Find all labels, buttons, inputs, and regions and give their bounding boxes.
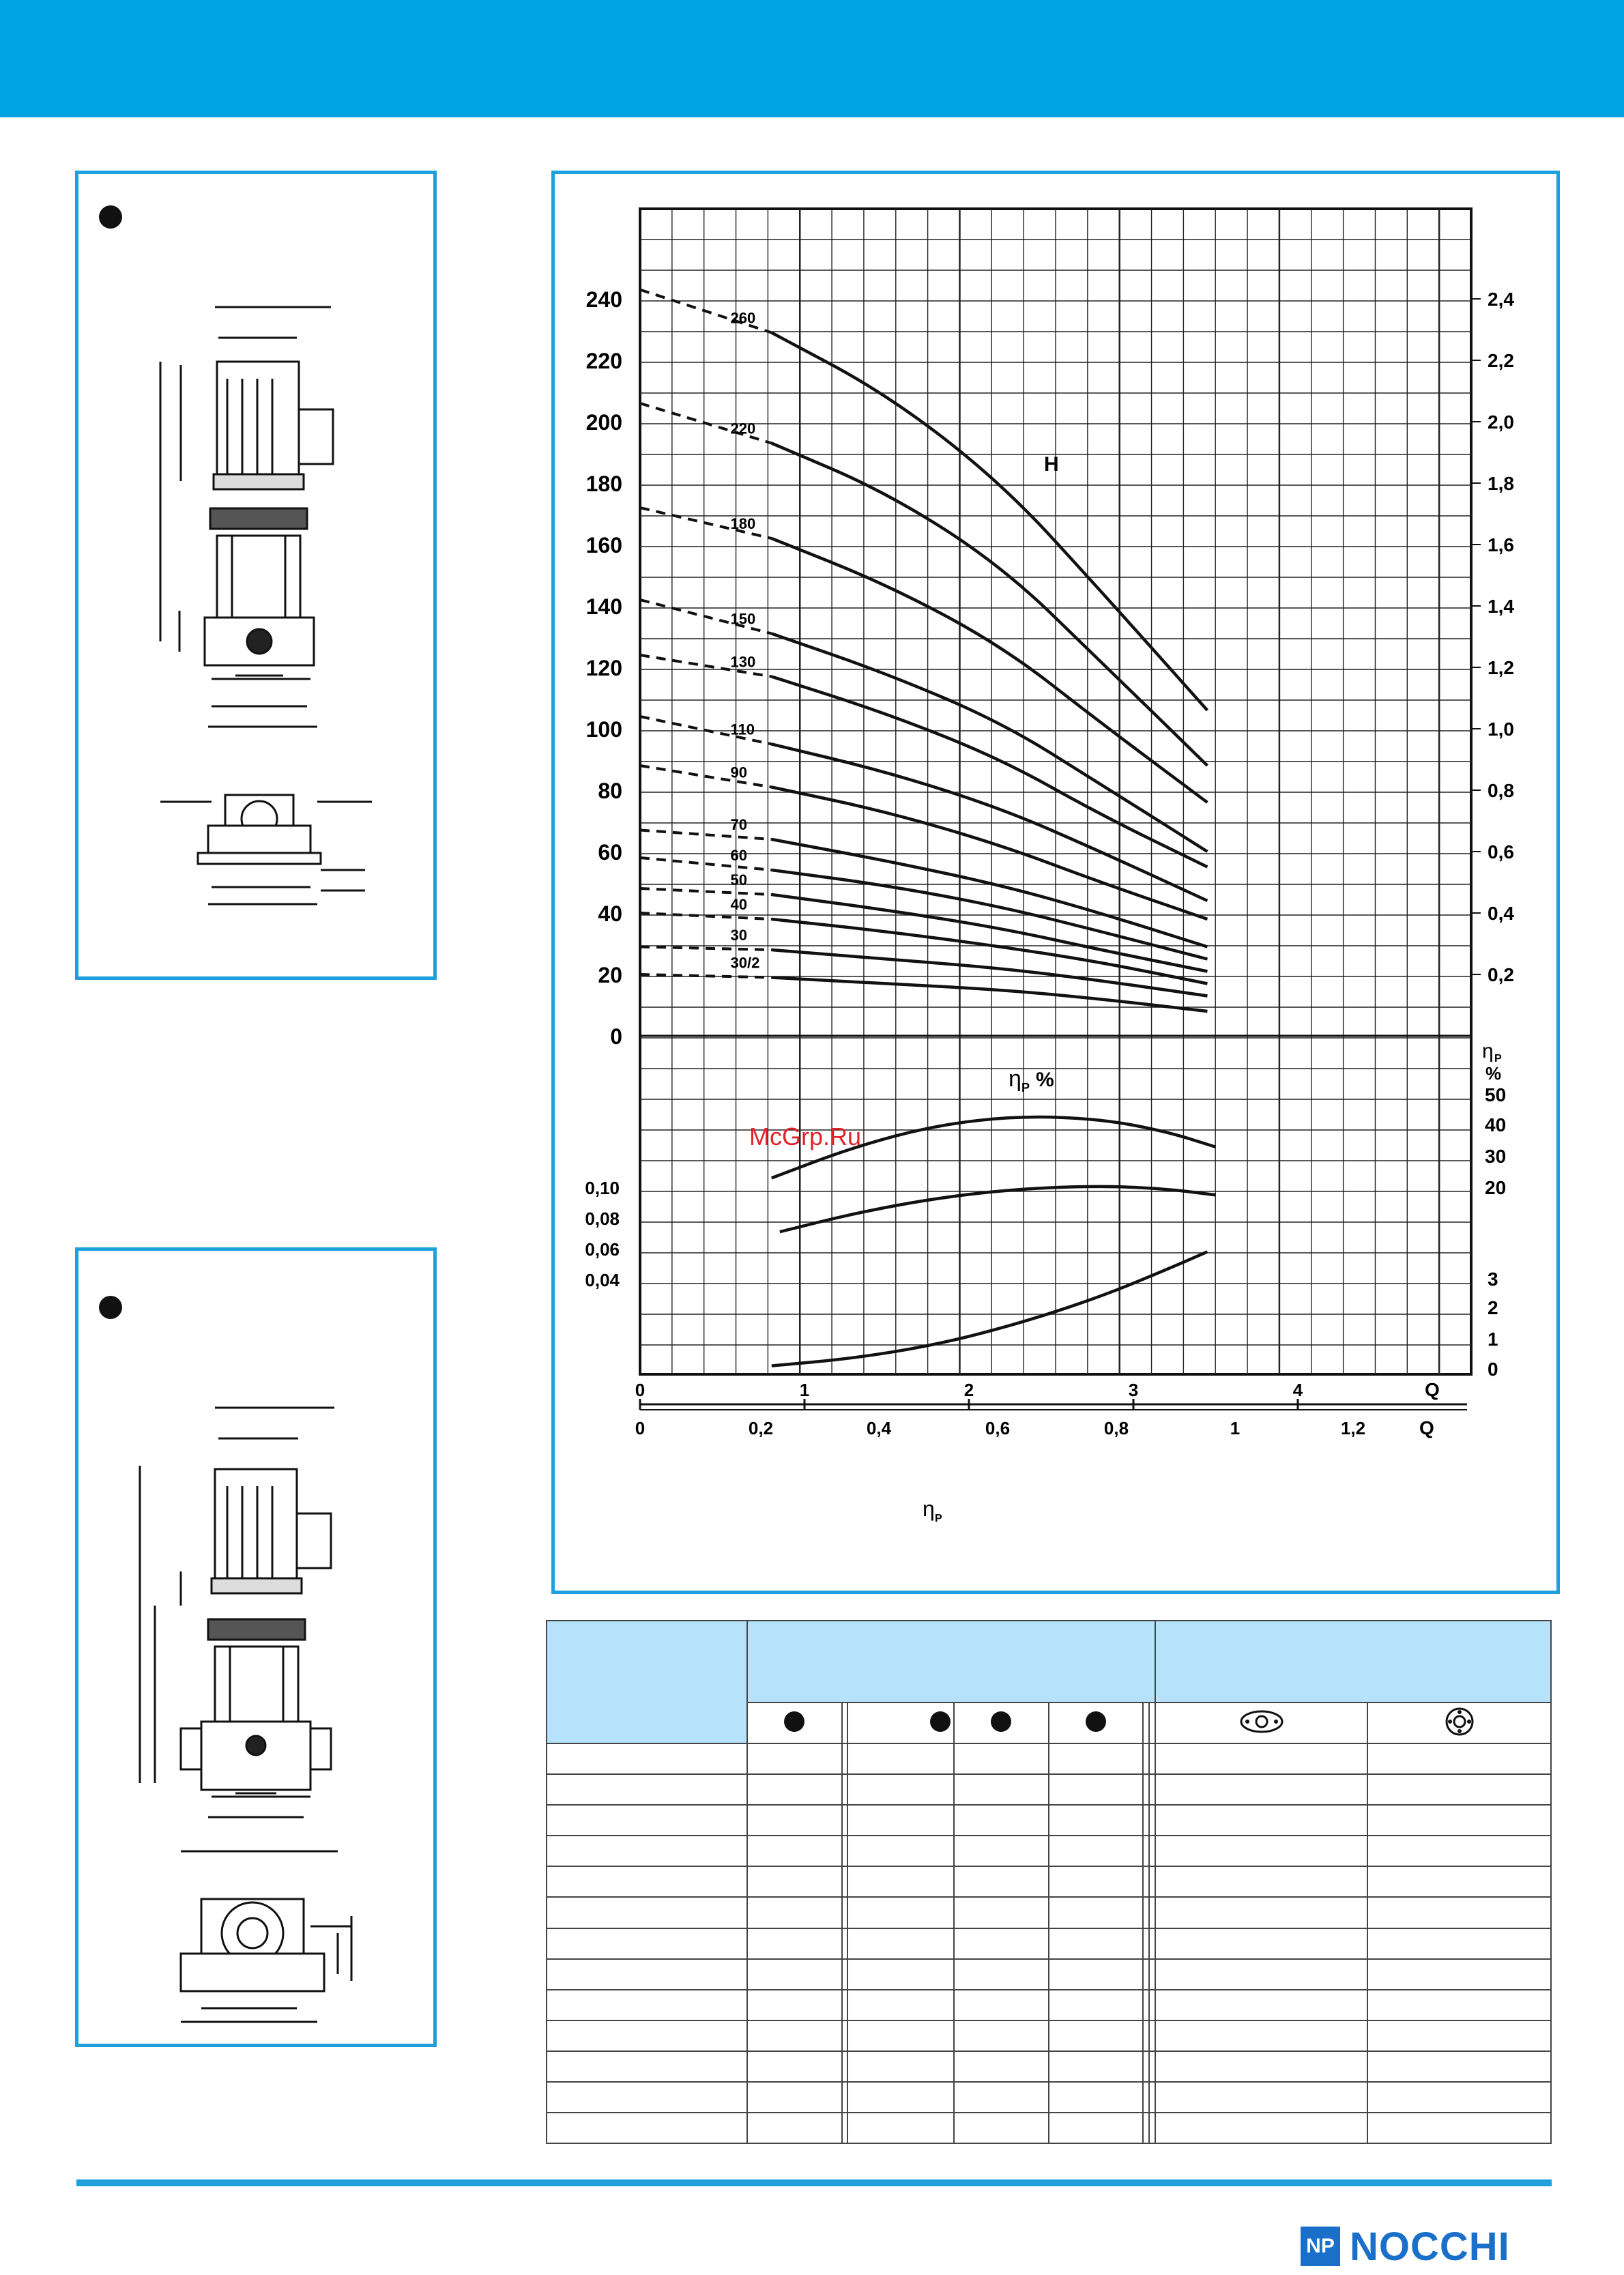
table-header-connection	[1155, 1621, 1551, 1702]
y-tick-label: 20	[598, 963, 622, 987]
table-cell	[1143, 1743, 1149, 1774]
x-tick-label: 2	[963, 1380, 974, 1400]
right-tick-label: 1,0	[1488, 719, 1514, 740]
efficiency-tick-label: 50	[1485, 1084, 1507, 1105]
table-cell	[1367, 1743, 1551, 1774]
table-cell	[1143, 1805, 1149, 1836]
table-row	[547, 2051, 1551, 2082]
top-header-band	[0, 0, 1624, 117]
oval-flange-icon	[1155, 1702, 1368, 1743]
x-tick-label: 0	[635, 1380, 646, 1400]
table-cell	[1049, 2113, 1144, 2143]
table-cell	[842, 1836, 848, 1866]
right-tick-label: 0,8	[1488, 780, 1514, 801]
table-cell	[1143, 1866, 1149, 1897]
table-cell	[842, 2113, 848, 2143]
curve-label: 60	[730, 847, 748, 864]
table-cell	[1149, 2020, 1155, 2051]
table-cell	[747, 1959, 842, 1990]
table-cell	[847, 2020, 954, 2051]
table-cell	[1143, 1836, 1149, 1866]
table-cell	[954, 1897, 1049, 1928]
table-cell	[847, 1836, 954, 1866]
table-cell	[847, 2113, 954, 2143]
npsh-tick-label: 3	[1488, 1269, 1498, 1290]
x-axis-label: Q	[1425, 1379, 1440, 1400]
table-cell	[747, 1928, 842, 1959]
svg-text:P: P	[1021, 1081, 1030, 1095]
table-cell	[1155, 1743, 1368, 1774]
x2-tick-label: 1	[1230, 1418, 1241, 1438]
table-cell	[1143, 2051, 1149, 2082]
table-cell	[747, 2082, 842, 2113]
curve-label: 70	[730, 816, 748, 833]
table-cell	[1149, 1836, 1155, 1866]
table-cell	[1143, 1990, 1149, 2020]
table-row	[547, 2113, 1551, 2143]
y-tick-label: 200	[585, 410, 622, 435]
curve-label: 110	[730, 721, 755, 738]
table-cell	[847, 2051, 954, 2082]
table-cell	[1049, 2020, 1144, 2051]
table-cell	[954, 2051, 1049, 2082]
table-cell	[1049, 1743, 1144, 1774]
table-cell	[747, 1774, 842, 1805]
table-cell	[747, 1990, 842, 2020]
table-header-model	[547, 1621, 747, 1743]
table-body	[547, 1743, 1551, 2143]
table-cell	[954, 1959, 1049, 1990]
table-cell	[1367, 2051, 1551, 2082]
table-cell	[842, 2020, 848, 2051]
table-cell	[847, 1743, 954, 1774]
table-cell	[1155, 1897, 1368, 1928]
table-cell	[547, 1990, 747, 2020]
curve-label: 220	[730, 420, 756, 437]
round-flange-icon	[1367, 1702, 1551, 1743]
table-cell	[1367, 1866, 1551, 1897]
curve-label: 90	[730, 764, 748, 781]
y-tick-label: 80	[598, 779, 622, 803]
table-cell	[747, 1866, 842, 1897]
table-cell	[547, 1928, 747, 1959]
pump-drawing-panel-1	[75, 171, 437, 980]
table-cell	[847, 1866, 954, 1897]
table-header-group	[747, 1621, 1155, 1702]
table-cell	[1155, 1836, 1368, 1866]
table-cell	[1367, 1836, 1551, 1866]
y-tick-label: 140	[585, 594, 622, 619]
table-cell	[954, 1774, 1049, 1805]
efficiency-tick-label: 30	[1485, 1146, 1507, 1167]
npsh-tick-label: 0	[1488, 1359, 1498, 1380]
table-cell	[1155, 2113, 1368, 2143]
table-cell	[547, 1774, 747, 1805]
x2-tick-label: 0,4	[866, 1418, 892, 1438]
table-cell	[747, 1743, 842, 1774]
x2-tick-label: 0,8	[1103, 1418, 1129, 1438]
svg-text:η: η	[923, 1496, 935, 1521]
table-cell	[1149, 2051, 1155, 2082]
table-cell	[1367, 1959, 1551, 1990]
table-cell	[954, 1743, 1049, 1774]
table-cell	[1367, 1990, 1551, 2020]
table-cell	[954, 2082, 1049, 2113]
table-cell	[547, 1959, 747, 1990]
table-cell	[1367, 2082, 1551, 2113]
table-cell	[1149, 2113, 1155, 2143]
pump-vertical-drawing-flanged	[78, 1251, 433, 2044]
table-cell	[1143, 2113, 1149, 2143]
right-tick-label: 0,4	[1488, 903, 1514, 924]
y-tick-label: 240	[585, 287, 622, 312]
y-tick-label: 0	[610, 1024, 622, 1049]
table-cell	[1143, 2082, 1149, 2113]
table-cell	[847, 1959, 954, 1990]
table-row	[547, 1990, 1551, 2020]
table-row	[547, 1928, 1551, 1959]
table-cell	[1143, 1928, 1149, 1959]
svg-text:P: P	[935, 1513, 942, 1524]
table-row	[547, 1866, 1551, 1897]
table-cell	[547, 1836, 747, 1866]
power-tick-label: 0,08	[585, 1208, 620, 1229]
table-row	[547, 1805, 1551, 1836]
table-cell	[547, 1805, 747, 1836]
brand-mark: NP	[1301, 2227, 1340, 2266]
table-cell	[1143, 1774, 1149, 1805]
table-row	[547, 1897, 1551, 1928]
table-cell	[1149, 1990, 1155, 2020]
table-cell	[954, 1805, 1049, 1836]
table-cell	[747, 2051, 842, 2082]
table-cell	[1149, 1897, 1155, 1928]
table-cell	[1049, 1805, 1144, 1836]
table-cell	[1367, 2020, 1551, 2051]
table-cell	[1049, 1990, 1144, 2020]
x-tick-label: 4	[1292, 1380, 1303, 1400]
table-cell	[954, 1990, 1049, 2020]
table-cell	[1155, 2051, 1368, 2082]
table-cell	[1367, 1805, 1551, 1836]
table-cell	[842, 1897, 848, 1928]
table-cell	[547, 2113, 747, 2143]
table-cell	[747, 1836, 842, 1866]
x-tick-label: 1	[799, 1380, 810, 1400]
table-cell	[547, 1897, 747, 1928]
efficiency-tick-label: 20	[1485, 1177, 1507, 1198]
table-row	[547, 1774, 1551, 1805]
table-cell	[954, 1928, 1049, 1959]
table-cell	[842, 1990, 848, 2020]
table-cell	[1049, 2082, 1144, 2113]
table-col-7	[1149, 1702, 1155, 1743]
table-cell	[1367, 1897, 1551, 1928]
table-cell	[842, 1743, 848, 1774]
curve-label: 180	[730, 515, 756, 532]
table-col-1	[747, 1702, 842, 1743]
svg-text:η: η	[1482, 1040, 1494, 1062]
table-cell	[1049, 1928, 1144, 1959]
table-cell	[1155, 2020, 1368, 2051]
svg-text:%: %	[1485, 1063, 1502, 1084]
table-cell	[547, 2051, 747, 2082]
table-cell	[1155, 2082, 1368, 2113]
power-tick-label: 0,10	[585, 1178, 620, 1198]
curve-label: 130	[730, 653, 756, 671]
table-col-2	[842, 1702, 848, 1743]
x2-tick-label: 0,2	[748, 1418, 774, 1438]
table-cell	[1149, 1928, 1155, 1959]
brand-name: NOCCHI	[1350, 2224, 1510, 2269]
npsh-tick-label: 2	[1488, 1297, 1498, 1318]
x2-tick-label: 0	[635, 1418, 646, 1438]
table-cell	[1143, 1959, 1149, 1990]
curve-label-H: H	[1044, 453, 1059, 476]
table-cell	[842, 1774, 848, 1805]
table-cell	[1155, 1959, 1368, 1990]
right-tick-label: 1,6	[1488, 534, 1514, 555]
table-col-3	[847, 1702, 954, 1743]
svg-text:η: η	[1009, 1066, 1021, 1092]
power-tick-label: 0,04	[585, 1270, 620, 1290]
curve-label: 30/2	[730, 954, 760, 972]
table-cell	[1143, 2020, 1149, 2051]
spec-table	[546, 1620, 1552, 2144]
curve-label: 50	[730, 871, 748, 888]
table-cell	[847, 1774, 954, 1805]
table-cell	[747, 2113, 842, 2143]
table-cell	[1149, 2082, 1155, 2113]
right-tick-label: 1,2	[1488, 657, 1514, 678]
y-tick-label: 40	[598, 901, 622, 926]
table-cell	[1149, 1805, 1155, 1836]
table-cell	[1049, 1774, 1144, 1805]
table-row	[547, 1959, 1551, 1990]
npsh-tick-label: 1	[1488, 1329, 1498, 1350]
table-cell	[954, 2020, 1049, 2051]
table-cell	[954, 1866, 1049, 1897]
table-cell	[954, 1836, 1049, 1866]
y-tick-label: 220	[585, 349, 622, 373]
table-cell	[842, 1928, 848, 1959]
y-tick-label: 60	[598, 840, 622, 865]
table-cell	[1367, 1774, 1551, 1805]
curve-label: 150	[730, 610, 756, 628]
watermark: McGrp.Ru	[749, 1122, 862, 1150]
curve-label: 260	[730, 309, 756, 327]
table-cell	[1049, 2051, 1144, 2082]
table-row	[547, 2082, 1551, 2113]
pump-drawing-panel-2	[75, 1247, 437, 2047]
table-cell	[747, 2020, 842, 2051]
table-row	[547, 2020, 1551, 2051]
table-cell	[842, 2082, 848, 2113]
table-col-6	[1143, 1702, 1149, 1743]
right-tick-label: 0,6	[1488, 841, 1514, 863]
right-tick-label: 2,4	[1488, 289, 1514, 310]
curve-label: 30	[730, 927, 748, 944]
table-cell	[747, 1897, 842, 1928]
table-cell	[842, 2051, 848, 2082]
table-cell	[954, 2113, 1049, 2143]
svg-text:%: %	[1036, 1069, 1054, 1091]
x2-axis-label: Q	[1419, 1417, 1434, 1438]
table-cell	[547, 1743, 747, 1774]
table-row	[547, 1743, 1551, 1774]
pump-vertical-drawing	[78, 174, 433, 976]
power-tick-label: 0,06	[585, 1239, 620, 1260]
x2-tick-label: 1,2	[1340, 1418, 1366, 1438]
table-cell	[547, 1866, 747, 1897]
x2-tick-label: 0,6	[985, 1418, 1011, 1438]
right-tick-label: 2,2	[1488, 350, 1514, 371]
table-cell	[1149, 1774, 1155, 1805]
x-tick-label: 3	[1128, 1380, 1139, 1400]
footer-line	[76, 2179, 1552, 2186]
table-cell	[847, 1990, 954, 2020]
table-row	[547, 1836, 1551, 1866]
table-cell	[1049, 1897, 1144, 1928]
right-tick-label: 1,4	[1488, 596, 1514, 617]
table-cell	[847, 1897, 954, 1928]
table-cell	[1049, 1959, 1144, 1990]
table-cell	[1149, 1959, 1155, 1990]
y-tick-label: 160	[585, 533, 622, 557]
right-tick-label: 0,2	[1488, 964, 1514, 985]
table-cell	[1049, 1836, 1144, 1866]
right-tick-label: 1,8	[1488, 473, 1514, 494]
table-cell	[1149, 1743, 1155, 1774]
y-tick-label: 100	[585, 717, 622, 742]
brand-logo	[1301, 2226, 1510, 2267]
table-cell	[847, 1805, 954, 1836]
curve-label: 40	[730, 896, 748, 913]
table-cell	[547, 2020, 747, 2051]
table-cell	[1367, 2113, 1551, 2143]
table-col-4	[954, 1702, 1049, 1743]
table-col-5	[1049, 1702, 1144, 1743]
table-cell	[547, 2082, 747, 2113]
table-cell	[1155, 1990, 1368, 2020]
table-cell	[1149, 1866, 1155, 1897]
table-cell	[847, 2082, 954, 2113]
performance-chart-panel	[551, 171, 1560, 1594]
table-cell	[842, 1959, 848, 1990]
svg-text:P: P	[1494, 1053, 1502, 1064]
y-tick-label: 120	[585, 656, 622, 680]
table-cell	[1049, 1866, 1144, 1897]
table-cell	[747, 1805, 842, 1836]
efficiency-tick-label: 40	[1485, 1114, 1507, 1135]
table-cell	[1155, 1774, 1368, 1805]
table-cell	[1155, 1928, 1368, 1959]
table-cell	[1143, 1897, 1149, 1928]
table-cell	[842, 1805, 848, 1836]
table-cell	[847, 1928, 954, 1959]
table-cell	[1367, 1928, 1551, 1959]
right-tick-label: 2,0	[1488, 411, 1514, 433]
table-cell	[1155, 1866, 1368, 1897]
table-cell	[842, 1866, 848, 1897]
y-tick-label: 180	[585, 472, 622, 496]
table-cell	[1155, 1805, 1368, 1836]
